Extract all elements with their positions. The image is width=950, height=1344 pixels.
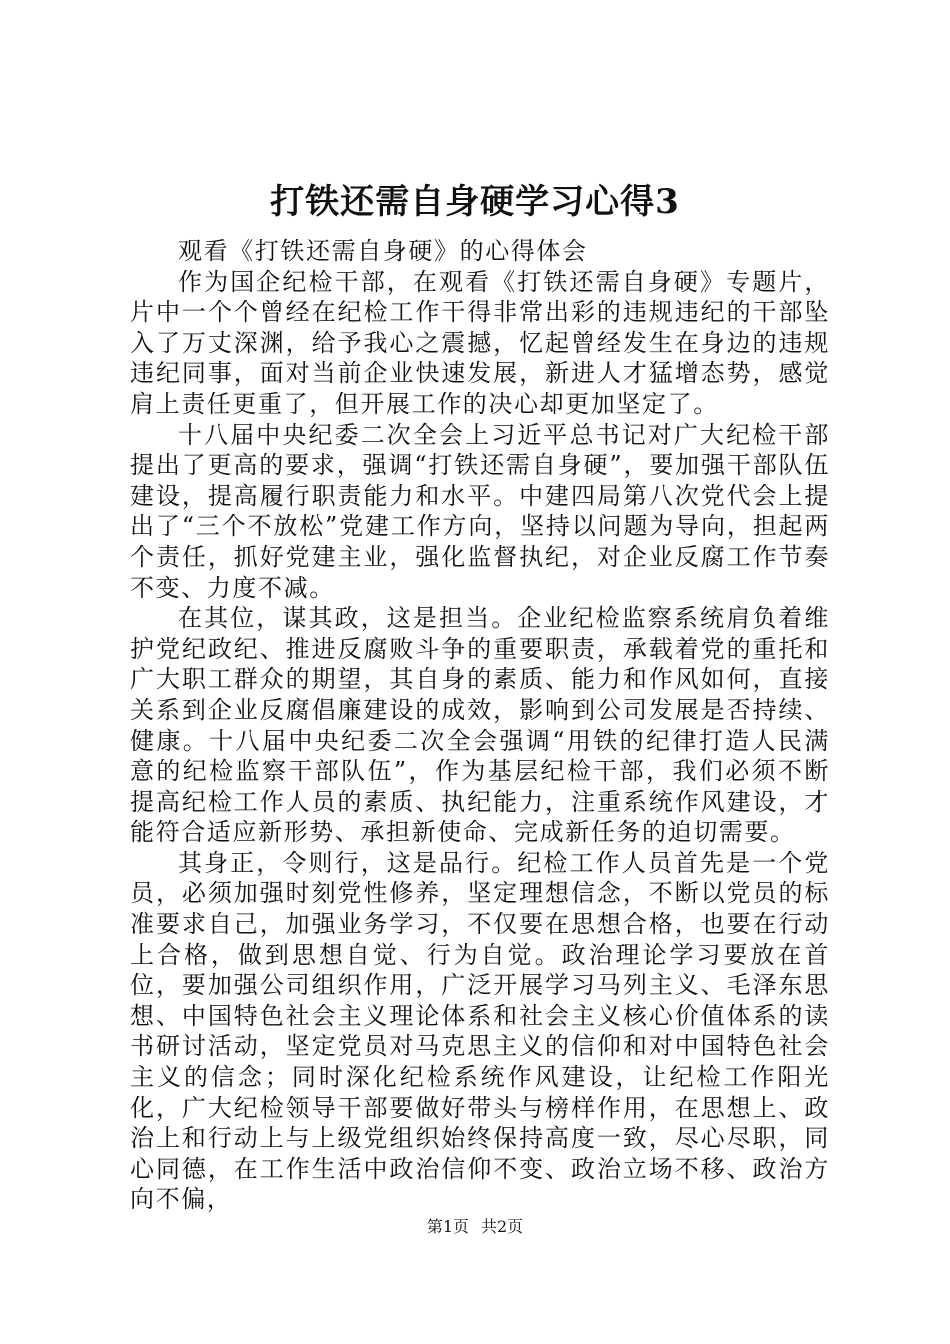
page-footer [0,1216,950,1238]
paragraph-4: 其身正，令则行，这是品行。纪检工作人员首先是一个党员，必须加强时刻党性修养，坚定理想信念，不断以党员的标准要求自己，加强业务学习，不仅要在思想合格，也要在行动上合格，做到思想自觉、行为自觉。政治理论学习要放在首位，要加强公司组织作用，广泛开展学习马列主义、毛泽东思想、中国特色社会主义理论体系和社会主义核心价值体系的读书研讨活动，坚定党员对马克思主义的信仰和对中国特色社会主义的信念；同时深化纪检系统作风建设，让纪检工作阳光化，广大纪检领导干部要做好带头与榜样作用，在思想上、政治上和行动上与上级党组织始终保持高度一致，尽心尽职，同心同德，在工作生活中政治信仰不变、政治立场不移、政治方向不偏， [130,848,830,1214]
paragraph-3: 在其位，谋其政，这是担当。企业纪检监察系统肩负着维护党纪政纪、推进反腐败斗争的重要职责，承载着党的重托和广大职工群众的期望，其自身的素质、能力和作风如何，直接关系到企业反腐倡廉建设的成效，影响到公司发展是否持续、健康。十八届中央纪委二次全会强调“用铁的纪律打造人民满意的纪检监察干部队伍”，作为基层纪检干部，我们必须不断提高纪检工作人员的素质、执纪能力，注重系统作风建设，才能符合适应新形势、承担新使命、完成新任务的迫切需要。 [130,604,830,847]
document-body [130,236,830,1215]
paragraph-2: 十八届中央纪委二次全会上习近平总书记对广大纪检干部提出了更高的要求，强调“打铁还需自身硬”，要加强干部队伍建设，提高履行职责能力和水平。中建四局第八次党代会上提出了“三个不放松”党建工作方向，坚持以问题为导向，担起两个责任，抓好党建主业，强化监督执纪，对企业反腐工作节奏不变、力度不减。 [130,420,830,602]
document-title: 打铁还需自身硬学习心得3 [270,182,680,222]
page-number-total: 共2页 [481,1217,524,1236]
paragraph-1: 作为国企纪检干部，在观看《打铁还需自身硬》专题片，片中一个个曾经在纪检工作干得非常出彩的违规违纪的干部坠入了万丈深渊，给予我心之震撼，忆起曾经发生在身边的违规违纪同事，面对当前企业快速发展，新进人才猛增态势，感觉肩上责任更重了，但开展工作的决心却更加坚定了。 [130,267,830,418]
document-subtitle: 观看《打铁还需自身硬》的心得体会 [178,237,588,265]
page-number-current: 第1页 [426,1217,469,1236]
